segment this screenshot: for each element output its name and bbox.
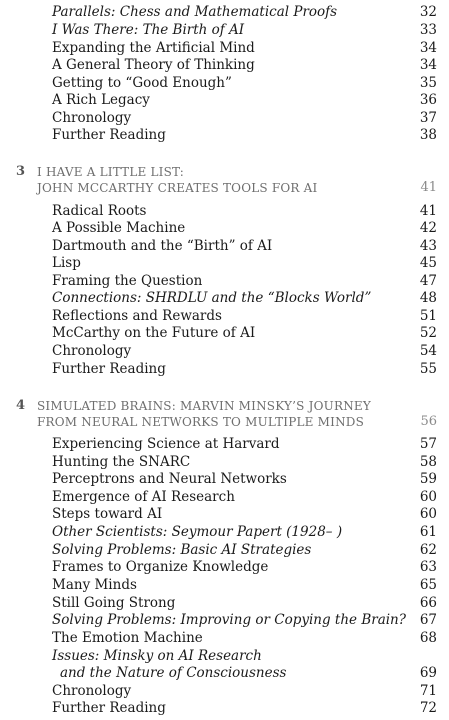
toc-entry-page: 41 xyxy=(419,203,437,219)
toc-entry-page: 66 xyxy=(419,595,437,611)
chapter-number: 4 xyxy=(16,398,26,413)
toc-entry-title: A Possible Machine xyxy=(52,220,186,236)
toc-entry-page: 57 xyxy=(419,436,437,452)
toc-entry xyxy=(52,56,437,74)
chapter-title-line1: SIMULATED BRAINS: MARVIN MINSKY’S JOURNEY xyxy=(37,399,371,413)
toc-entry-page: 60 xyxy=(419,506,437,522)
toc-entry-page: 54 xyxy=(419,343,437,359)
toc-entry-title: Many Minds xyxy=(52,577,137,593)
toc-entry-title: Framing the Question xyxy=(52,273,203,289)
toc-entry xyxy=(52,3,437,21)
chapter-page: 56 xyxy=(420,414,437,429)
toc-entry xyxy=(52,488,437,506)
toc-entry-title: Reflections and Rewards xyxy=(52,308,222,324)
toc-entry-title: Getting to “Good Enough” xyxy=(52,75,232,91)
toc-entry-page: 35 xyxy=(419,75,437,91)
toc-entry xyxy=(52,629,437,647)
toc-entry-title: Chronology xyxy=(52,110,132,126)
toc-entry xyxy=(52,699,437,717)
toc-entry-page: 47 xyxy=(419,273,437,289)
toc-entry xyxy=(52,470,437,488)
toc-entry-page: 72 xyxy=(419,700,437,716)
toc-entry-title: I Was There: The Birth of AI xyxy=(52,22,245,38)
toc-entry-page: 43 xyxy=(419,238,437,254)
toc-entry-title: and the Nature of Consciousness xyxy=(60,665,287,681)
toc-entry-page: 48 xyxy=(419,290,437,306)
toc-entry xyxy=(52,237,437,255)
toc-entry-title: Hunting the SNARC xyxy=(52,454,191,470)
toc-entry-title: Parallels: Chess and Mathematical Proofs xyxy=(52,4,338,20)
toc-entry-page: 58 xyxy=(419,454,437,470)
toc-entry-page: 42 xyxy=(419,220,437,236)
toc-entry-title: Further Reading xyxy=(52,127,166,143)
chapter-page: 41 xyxy=(420,180,437,195)
toc-entry-page: 60 xyxy=(419,489,437,505)
toc-entry-title: Solving Problems: Basic AI Strategies xyxy=(52,542,312,558)
toc-entry xyxy=(52,126,437,144)
toc-entry-page: 36 xyxy=(419,92,437,108)
toc-entry xyxy=(52,342,437,360)
toc-entry xyxy=(52,307,437,325)
toc-entry-title: Solving Problems: Improving or Copying the Brain? xyxy=(52,612,406,628)
toc-entry-page: 65 xyxy=(419,577,437,593)
toc-entry xyxy=(52,289,437,307)
chapter-title-line2: JOHN MCCARTHY CREATES TOOLS FOR AI xyxy=(37,181,318,195)
chapter-number: 3 xyxy=(16,164,26,179)
toc-entry xyxy=(52,594,437,612)
toc-entry xyxy=(52,541,437,559)
toc-entry xyxy=(52,453,437,471)
toc-entry xyxy=(52,435,437,453)
toc-entry-title: Radical Roots xyxy=(52,203,147,219)
toc-entry-page: 51 xyxy=(419,308,437,324)
toc-entry-continuation xyxy=(52,664,437,682)
toc-entry-title: Steps toward AI xyxy=(52,506,163,522)
toc-entry-title: Further Reading xyxy=(52,361,166,377)
toc-entry-title: McCarthy on the Future of AI xyxy=(52,325,256,341)
toc-entry-title: Issues: Minsky on AI Research xyxy=(52,648,262,664)
toc-entry-title: Experiencing Science at Harvard xyxy=(52,436,280,452)
toc-entry-page: 55 xyxy=(419,361,437,377)
toc-entry xyxy=(52,523,437,541)
toc-entry-page: 45 xyxy=(419,255,437,271)
toc-entry xyxy=(52,611,437,629)
toc-entry-title: Other Scientists: Seymour Papert (1928– ) xyxy=(52,524,343,540)
toc-entry xyxy=(52,272,437,290)
chapter-title-line1: I HAVE A LITTLE LIST: xyxy=(37,165,185,179)
toc-entry xyxy=(52,682,437,700)
toc-entry-title: Connections: SHRDLU and the “Blocks World” xyxy=(52,290,372,306)
toc-entry-page: 69 xyxy=(419,665,437,681)
chapter-title-line2: FROM NEURAL NETWORKS TO MULTIPLE MINDS xyxy=(37,415,365,429)
toc-entry-page: 67 xyxy=(419,612,437,628)
toc-entry-page: 38 xyxy=(419,127,437,143)
toc-entry-title: A General Theory of Thinking xyxy=(52,57,255,73)
toc-entry xyxy=(52,74,437,92)
toc-entry-page: 62 xyxy=(419,542,437,558)
toc-entry xyxy=(52,39,437,57)
toc-entry-title: Chronology xyxy=(52,683,132,699)
toc-entry-page: 71 xyxy=(419,683,437,699)
toc-entry-title: Further Reading xyxy=(52,700,166,716)
toc-entry xyxy=(52,91,437,109)
toc-entry-title: Perceptrons and Neural Networks xyxy=(52,471,287,487)
toc-entry-page: 63 xyxy=(419,559,437,575)
toc-entry xyxy=(52,109,437,127)
toc-entry xyxy=(52,219,437,237)
toc-entry-page: 32 xyxy=(419,4,437,20)
toc-entry-title: Lisp xyxy=(52,255,81,271)
toc-entry xyxy=(52,254,437,272)
toc-entry-title: Frames to Organize Knowledge xyxy=(52,559,269,575)
toc-entry-page: 59 xyxy=(419,471,437,487)
toc-entry-page: 37 xyxy=(419,110,437,126)
toc-entry-page: 61 xyxy=(419,524,437,540)
toc-entry xyxy=(52,647,437,665)
toc-entry-page: 68 xyxy=(419,630,437,646)
toc-entry-title: Emergence of AI Research xyxy=(52,489,235,505)
toc-entry-title: Chronology xyxy=(52,343,132,359)
toc-entry-title: Expanding the Artificial Mind xyxy=(52,40,255,56)
toc-entry xyxy=(52,360,437,378)
toc-entry-title: Still Going Strong xyxy=(52,595,176,611)
toc-entry-page: 52 xyxy=(419,325,437,341)
toc-entry-title: The Emotion Machine xyxy=(52,630,203,646)
toc-entry xyxy=(52,505,437,523)
toc-entry-title: A Rich Legacy xyxy=(52,92,150,108)
toc-entry-page: 34 xyxy=(419,40,437,56)
toc-entry xyxy=(52,576,437,594)
toc-entry-title: Dartmouth and the “Birth” of AI xyxy=(52,238,273,254)
toc-entry xyxy=(52,21,437,39)
toc-entry xyxy=(52,324,437,342)
toc-entry xyxy=(52,202,437,220)
toc-entry-page: 33 xyxy=(419,22,437,38)
toc-entry-page: 34 xyxy=(419,57,437,73)
toc-entry xyxy=(52,558,437,576)
